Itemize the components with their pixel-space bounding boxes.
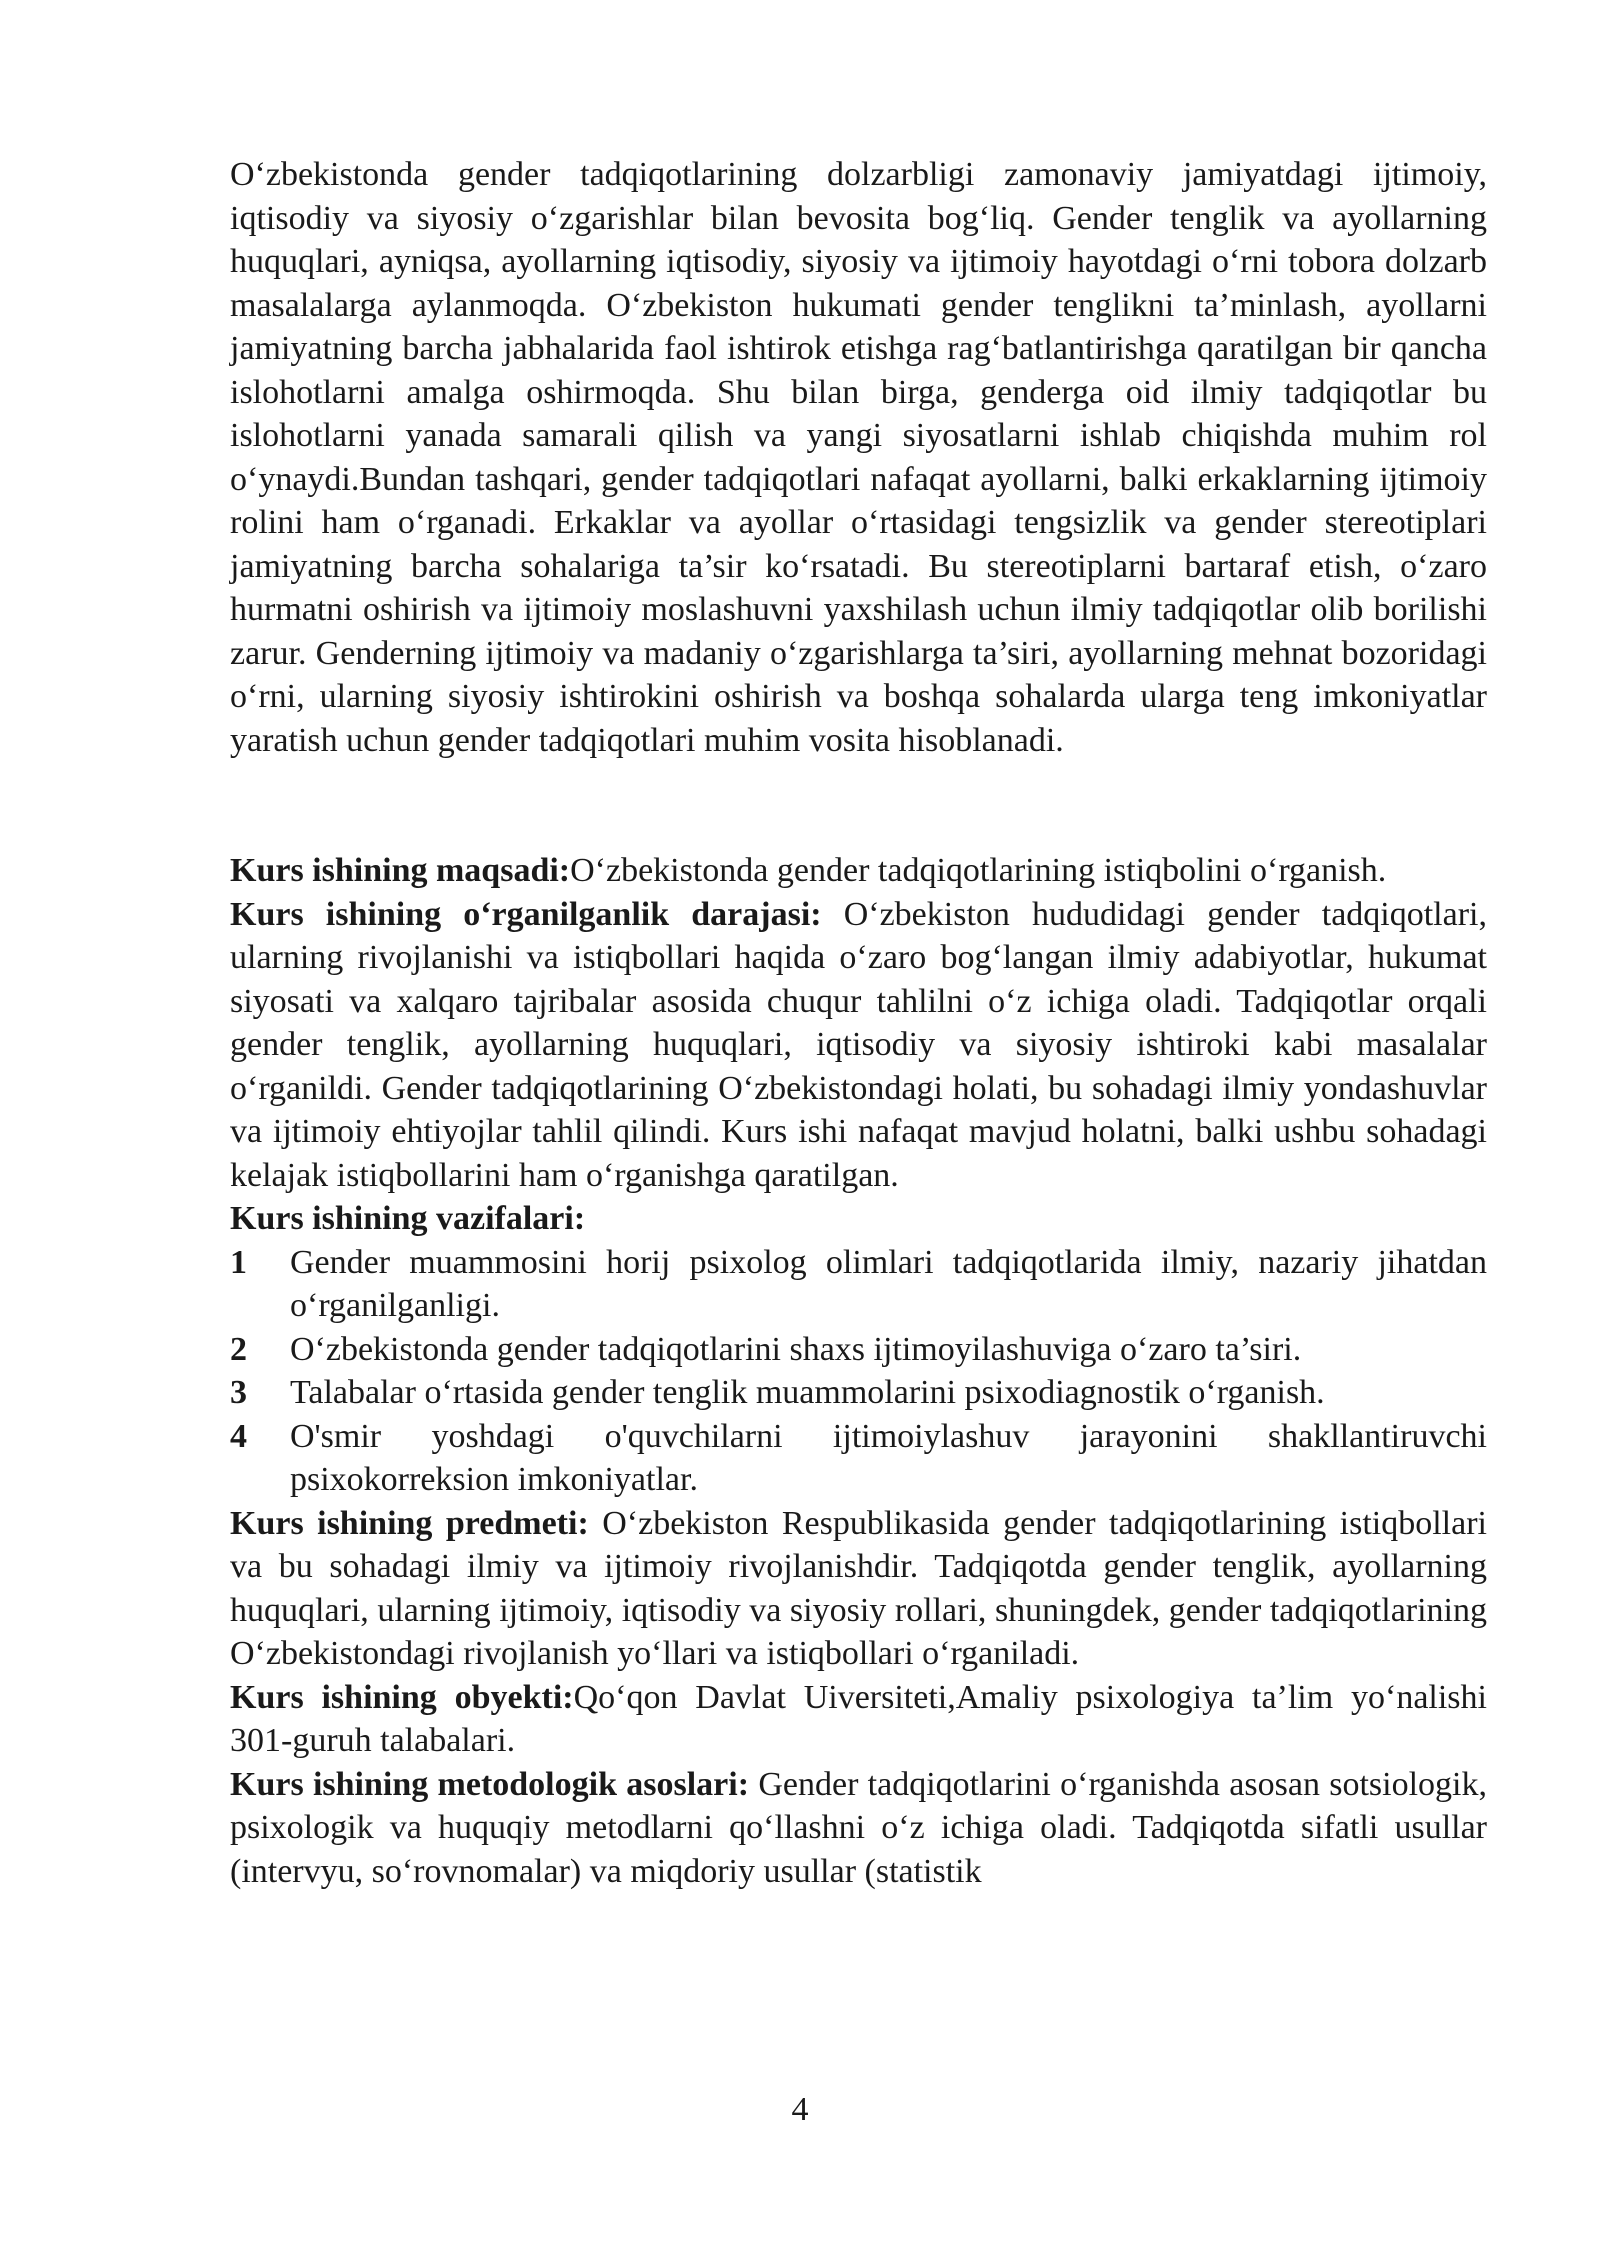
intro-paragraph: O‘zbekistonda gender tadqiqotlarining dolzarbligi zamonaviy jamiyatdagi ijtimoiy, iqtisodiy va siyosiy o‘zgarishlar bilan bevosita bog‘liq. Gender tenglik va ayollarning huquqlari, ayniqsa, ayollarning iqtisodiy, siyosiy va ijtimoiy hayotdagi o‘rni tobora dolzarb masalalarga aylanmoqda. O‘zbekiston hukumati gender tenglikni ta’minlash, ayollarni jamiyatning barcha jabhalarida faol ishtirok etishga rag‘batlantirishga qaratilgan bir qancha islohotlarni amalga oshirmoqda. Shu bilan birga, genderga oid ilmiy tadqiqotlar bu islohotlarni yanada samarali qilish va yangi siyosatlarni ishlab chiqishda muhim rol o‘ynaydi.Bundan tashqari, gender tadqiqotlari nafaqat ayollarni, balki erkaklarning ijtimoiy rolini ham o‘rganadi. Erkaklar va ayollar o‘rtasidagi tengsizlik va gender stereotiplari jamiyatning barcha sohalariga ta’sir ko‘rsatadi. Bu stereotiplarni bartaraf etish, o‘zaro hurmatni oshirish va ijtimoiy moslashuvni yaxshilash uchun ilmiy tadqiqotlar olib borilishi zarur. Genderning ijtimoiy va madaniy o‘zgarishlarga ta’siri, ayollarning mehnat bozoridagi o‘rni, ularning siyosiy ishtirokini oshirish va boshqa sohalarda ularga teng imkoniyatlar yaratish uchun gender tadqiqotlari muhim vosita hisoblanadi. xyxy=(230,156,1487,759)
list-number: 1 xyxy=(230,1243,247,1281)
list-item-text: Talabalar o‘rtasida gender tenglik muammolarini psixodiagnostik o‘rganish. xyxy=(290,1374,1325,1411)
object-text: Qo‘qon Davlat Uiversiteti,Amaliy psixologiya ta’lim yo‘nalishi 301-guruh talabalari. xyxy=(230,1678,1487,1759)
subject-label: Kurs ishining predmeti: xyxy=(230,1504,589,1542)
list-item-text: Gender muammosini horij psixolog olimlari tadqiqotlarida ilmiy, nazariy jihatdan o‘rganilganligi. xyxy=(290,1243,1487,1324)
tasks-list xyxy=(230,1241,1487,1502)
list-number: 3 xyxy=(230,1374,247,1411)
tasks-heading: Kurs ishining vazifalari: xyxy=(230,1200,586,1237)
list-item-text: O'smir yoshdagi o'quvchilarni ijtimoiylashuv jarayonini shakllantiruvchi psixokorreksion imkoniyatlar. xyxy=(290,1417,1487,1498)
page-body xyxy=(230,153,1487,1893)
list-item xyxy=(230,1415,1487,1502)
goal-paragraph xyxy=(230,849,1487,893)
paragraph-gap xyxy=(230,762,1487,849)
degree-label: Kurs ishining o‘rganilganlik darajasi: xyxy=(230,895,822,933)
methodology-label: Kurs ishining metodologik asoslari: xyxy=(230,1765,750,1803)
object-paragraph xyxy=(230,1676,1487,1763)
page-number: 4 xyxy=(791,2091,809,2128)
object-label: Kurs ishining obyekti: xyxy=(230,1678,574,1716)
methodology-paragraph xyxy=(230,1763,1487,1894)
list-item xyxy=(230,1241,1487,1328)
subject-text: O‘zbekiston Respublikasida gender tadqiqotlarining istiqbollari va bu sohadagi ilmiy va ijtimoiy rivojlanishdir. Tadqiqotda gender tenglik, ayollarning huquqlari, ularning ijtimoiy, iqtisodiy va siyosiy rollari, shuningdek, gender tadqiqotlarining O‘zbekistondagi rivojlanish yo‘llari va istiqbollari o‘rganiladi. xyxy=(230,1504,1487,1672)
degree-paragraph xyxy=(230,893,1487,1198)
list-item xyxy=(230,1371,1487,1415)
goal-text: O‘zbekistonda gender tadqiqotlarining istiqbolini o‘rganish. xyxy=(570,852,1387,889)
goal-label: Kurs ishining maqsadi: xyxy=(230,852,571,889)
subject-paragraph xyxy=(230,1502,1487,1676)
degree-text: O‘zbekiston hududidagi gender tadqiqotlari, ularning rivojlanishi va istiqbollari haqida o‘zaro bog‘langan ilmiy adabiyotlar, hukumat siyosati va xalqaro tajribalar asosida chuqur tahlilni o‘z ichiga oladi. Tadqiqotlar orqali gender tenglik, ayollarning huquqlari, iqtisodiy va siyosiy ishtiroki kabi masalalar o‘rganildi. Gender tadqiqotlarining O‘zbekistondagi holati, bu sohadagi ilmiy yondashuvlar va ijtimoiy ehtiyojlar tahlil qilindi. Kurs ishi nafaqat mavjud holatni, balki ushbu sohadagi kelajak istiqbollarini ham o‘rganishga qaratilgan. xyxy=(230,895,1487,1194)
list-number: 4 xyxy=(230,1417,247,1455)
list-item xyxy=(230,1328,1487,1372)
list-item-text: O‘zbekistonda gender tadqiqotlarini shaxs ijtimoyilashuviga o‘zaro ta’siri. xyxy=(290,1330,1302,1368)
list-number: 2 xyxy=(230,1330,247,1368)
methodology-text: Gender tadqiqotlarini o‘rganishda asosan sotsiologik, psixologik va huquqiy metodlarni qo‘llashni o‘z ichiga oladi. Tadqiqotda sifatli usullar (intervyu, so‘rovnomalar) va miqdoriy usullar (statistik xyxy=(230,1765,1487,1890)
